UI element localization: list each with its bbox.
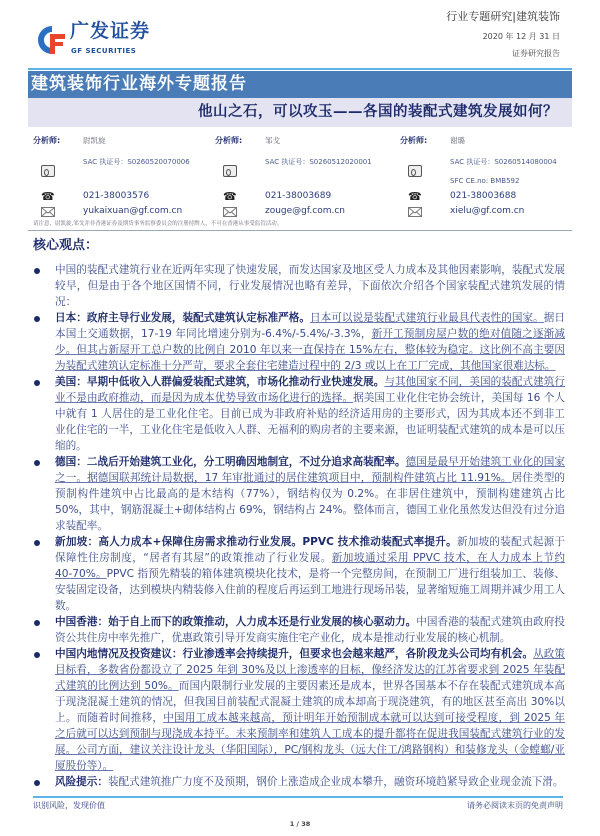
analyst-email[interactable]: xielu@gf.com.cn — [450, 206, 525, 216]
email-icon — [223, 207, 237, 217]
bullet-text: 而国内限制行业发展的主要因素还是成本，世界各国基本不存在装配式建筑成本高于现浇混凝土建筑的情况，但我国目前装配式混凝土建筑的成本却高于现浇建筑，有的地区甚至高出 30%以上。而随着时间推移， — [55, 680, 565, 724]
bullet-highlight-text: 新开工预制房屋户数的绝对值随之逐渐减少。但其占新屋开工总户数的比例自 2010 年以来一直保持在 15%左右，整体较为稳定。这比例不高主要因为装配式建筑认定标准十分严苛，要求全套住宅建造过程中的 2/3 或以上在工厂完成，其他国家很难达标。 — [55, 328, 565, 372]
bullet-text: 新加坡的装配式起源于保障性住房制度，“居者有其屋”的政策推动了行业发展。 — [55, 536, 565, 564]
analyst-label: 分析师: — [400, 136, 428, 145]
analyst-name: 尉凯旋 — [83, 136, 106, 145]
certificate-icon — [41, 165, 55, 177]
bullet-item — [33, 310, 565, 374]
bullet-text: 据美国工业化住宅协会统计，美国每 16 个人中就有 1 人居住的是工业化住宅。目前已成为非政府补贴的经济适用房的主要形式，因为其成本还不到非工业化住宅的一半，工业化住宅是低收入人群、无福利的购房者的主要来源，也证明装配式建筑的成本是可以压缩的。 — [55, 392, 565, 452]
email-icon — [408, 207, 422, 217]
bullet-headline: 中国内地情况及投资建议：行业渗透率会持续提升，但要求也会越来越严，各阶段龙头公司均有机会。 — [55, 648, 534, 660]
bullet-text: 中国的装配式建筑行业在近两年实现了快速发展，而发达国家及地区受人力成本及其他因素影响，装配式发展较早，但是由于各个地区国情不同，行业发展情况也略有差异，下面依次介绍各个国家装配式建筑发展的情况： — [55, 264, 565, 308]
bullet-text: 中国香港的装配式建筑由政府投资公共住房中率先推广，优惠政策引导开发商实施住宅产业化，成本是推动行业发展的核心机制。 — [55, 616, 566, 644]
analyst-name: 谢璐 — [450, 136, 465, 145]
email-icon — [41, 207, 55, 217]
section-divider — [28, 230, 572, 231]
report-type: 证券研究报告 — [512, 49, 560, 58]
analyst-sac-number: SAC 执证号：S0260514080004 — [450, 158, 557, 166]
report-title: 建筑装饰行业海外专题报告 — [28, 71, 572, 98]
footer-slogan: 识别风险，发现价值 — [33, 801, 105, 810]
bullet-text: PPVC 指预先精装的箱体建筑模块化技术，是将一个完整房间，在预制工厂进行组装加工、装修、安装固定设备，达到模块内精装修入住前的程度后再运到工地进行现场吊装，显著缩短施工周期并减少用工人数。 — [55, 568, 565, 612]
analyst-card — [33, 132, 213, 220]
footer-disclaimer-link[interactable]: 请务必阅读末页的免责声明 — [467, 801, 563, 810]
bullet-text: 据日本国土交通数据，17-19 年同比增速分别为-6.4%/-5.4%/-3.3%， — [55, 312, 566, 340]
analyst-label: 分析师: — [33, 136, 61, 145]
phone-icon: ☎ — [41, 190, 55, 203]
bullet-highlight-text: 中国用工成本越来越高，预计明年开始预制成本就可以达到可接受程度，到 2025 年之后就可以达到预制与现浇成本持平。未来预制率和建筑人工成本的提升都将在促进我国装配式建筑行业的发展。公司方面，建议关注设计龙头（华阳国际），PC/钢构龙头（远大住工/鸿路钢构）和装修龙头（金螳螂/亚厦股份等）。 — [55, 712, 565, 772]
bullet-headline: 日本：政府主导行业发展，装配式建筑认定标准严格。 — [55, 312, 311, 324]
core-views-heading: 核心观点： — [33, 238, 99, 253]
core-views-list — [33, 262, 565, 790]
bullet-item — [33, 454, 565, 534]
phone-icon: ☎ — [408, 190, 422, 203]
analyst-phone: 021-38003688 — [450, 191, 517, 201]
analyst-phone: 021-38003576 — [83, 191, 150, 201]
bullet-item — [33, 614, 565, 646]
bullet-highlight-text: 从政策目标看，多数省份都设立了 2025 年到 30%及以上渗透率的目标，像经济发达的江苏省要求到 2025 年装配式建筑的比例达到 50%。 — [55, 648, 566, 692]
analyst-card — [400, 132, 580, 220]
bullet-highlight-text: 日本可以说是装配式建筑行业最具代表性的国家。 — [310, 312, 544, 324]
analyst-label: 分析师: — [215, 136, 243, 145]
analyst-name: 邹戈 — [265, 136, 280, 145]
analyst-phone: 021-38003689 — [265, 191, 332, 201]
header-divider — [28, 68, 572, 70]
bullet-item — [33, 262, 565, 310]
analyst-sfc-number: SFC CE.no: BMB592 — [450, 177, 520, 185]
report-subtitle: 他山之石，可以攻玉——各国的装配式建筑发展如何？ — [28, 98, 572, 127]
analyst-email[interactable]: zouge@gf.com.cn — [265, 206, 346, 216]
logo-text-cn: 广发证券 — [70, 20, 151, 42]
footer-divider — [33, 796, 563, 798]
report-category: 行业专题研究|建筑装饰 — [446, 10, 560, 23]
bullet-headline: 新加坡：高人力成本+保障住房需求推动行业发展。PPVC 技术推动装配式率提升。 — [55, 536, 457, 548]
bullet-item — [33, 534, 565, 614]
certificate-icon — [223, 165, 237, 177]
logo-text-en: GF SECURITIES — [71, 47, 137, 55]
analyst-note: 请注意，尉凯旋,邹戈并非香港证券及期货事务监察委员会的注册持牌人，不可在香港从事受监管活动。 — [33, 221, 283, 227]
report-date: 2020 年 12 月 31 日 — [482, 32, 560, 41]
analyst-sac-number: SAC 执证号：S0260512020001 — [265, 158, 372, 166]
bullet-headline: 中国香港：始于自上而下的政策推动，人力成本还是行业发展的核心驱动力。 — [55, 616, 417, 628]
logo-mark-icon — [38, 24, 66, 56]
bullet-highlight-text: 与其他国家不同，美国的装配式建筑行业不是由政府推动，而是因为成本优势导致市场化进行的选择。 — [55, 376, 566, 404]
analyst-sac-number: SAC 执证号：S0260520070006 — [83, 158, 190, 166]
bullet-highlight-text: 新加坡通过采用 PPVC 技术，在人力成本上节约 40-70%。 — [55, 552, 566, 580]
certificate-icon — [408, 165, 422, 177]
page-number: 1 / 38 — [289, 820, 311, 828]
analyst-card — [215, 132, 395, 220]
bullet-text: 装配式建筑推广力度不及预期，钢价上涨造成企业成本攀升，融资环境趋紧导致企业现金流下滑。 — [107, 776, 564, 788]
bullet-item — [33, 374, 565, 454]
company-logo — [38, 20, 168, 60]
bullet-headline: 德国：二战后开始建筑工业化，分工明确因地制宜，不过分追求高装配率。 — [55, 456, 406, 468]
bullet-highlight-text: 德国是最早开始建筑工业化的国家之一。据德国联邦统计局数据，17 年审批通过的居住建筑项目中，预制构件建筑占比 11.91%。 — [55, 456, 566, 484]
phone-icon: ☎ — [223, 190, 237, 203]
bullet-headline: 美国：早期中低收入人群偏爱装配式建筑，市场化推动行业快速发展。 — [55, 376, 385, 388]
analyst-email[interactable]: yukaixuan@gf.com.cn — [83, 206, 183, 216]
bullet-item — [33, 646, 565, 774]
bullet-headline: 风险提示： — [55, 776, 108, 788]
bullet-text: 居住类型的预制构件建筑中占比最高的是木结构（77%），钢结构仅为 0.2%。在非居住建筑中，预制构建建筑占比 50%，其中，钢筋混凝土+砌体结构占 69%，钢结构占 24%。整体而言，德国工业化虽然发达但没有过分追求装配率。 — [55, 472, 565, 532]
bullet-item — [33, 774, 565, 790]
